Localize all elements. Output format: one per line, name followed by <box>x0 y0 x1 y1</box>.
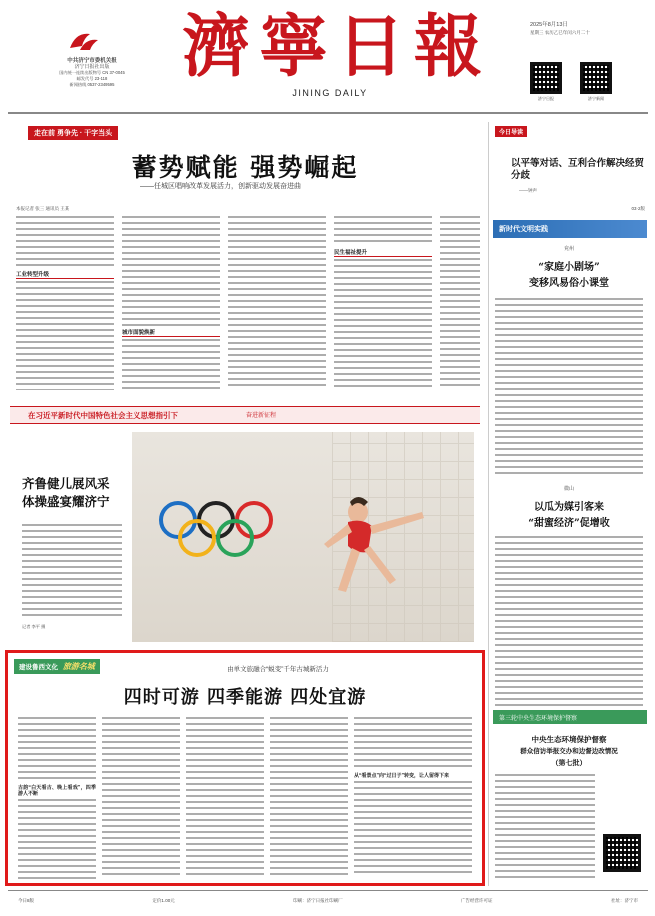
footer-item-3: 印刷：济宁日报社印刷厂 <box>293 897 343 903</box>
civilization-banner <box>493 220 647 238</box>
title-char-2: 寧 <box>259 7 328 87</box>
english-title: JINING DAILY <box>292 88 368 98</box>
lead-col-3 <box>228 216 326 390</box>
lead-story <box>10 122 480 390</box>
qr-label-1: 济宁日报 <box>538 96 554 101</box>
gymnast-figure <box>312 492 442 622</box>
tourism-section-head-1: 古韵“白天看古、晚上看戏”，四季游人不断 <box>18 785 96 798</box>
publisher-line-2: 济宁日报社出版 <box>74 64 110 70</box>
issue-date: 2025年8月13日 <box>530 22 568 28</box>
civilization-banner-text: 新时代文明实践 <box>499 226 548 233</box>
lead-tag: 走在前 勇争先 · 干字当头 <box>28 126 118 140</box>
item3-region: 微山 <box>563 486 574 492</box>
lead-headline: 蓄势赋能 强势崛起 <box>131 153 359 182</box>
photo-caption: 记者 李平 摄 <box>22 624 46 629</box>
tourism-col-5 <box>354 717 472 879</box>
feature-headline-1: 齐鲁健儿展风采 <box>22 476 110 491</box>
tourism-column-tag <box>14 659 100 674</box>
lead-section-head-3: 民生福祉提升 <box>334 250 432 257</box>
qr-code-1 <box>530 62 562 94</box>
footer-item-1: 今日8版 <box>18 897 35 903</box>
tourism-col-1 <box>18 717 96 879</box>
qr-code-2 <box>580 62 612 94</box>
lead-subhead: ——任城区唱响改革发展活力，创新驱动发展奋进曲 <box>140 183 301 190</box>
lead-section-head-2: 城市面貌焕新 <box>122 330 220 337</box>
party-logo-icon <box>66 28 102 54</box>
lead-byline: 本报记者 张三 通讯员 王某 <box>16 206 70 211</box>
lead-col-4 <box>334 216 432 390</box>
info-line-2: 邮发代号 23-118 <box>76 76 108 81</box>
item4-head-1: 中央生态环境保护督察 <box>531 735 607 744</box>
title-char-1: 濟 <box>182 7 251 87</box>
tourism-col-2 <box>102 717 180 879</box>
tourism-col-4 <box>270 717 348 879</box>
issue-date-sub: 星期三 农历乙巳年闰六月二十 <box>530 30 590 35</box>
item4-body <box>495 774 595 880</box>
tourism-kicker: 由单文旅融合“蜕变”千年古城新活力 <box>227 666 329 673</box>
lead-col-5 <box>440 216 480 390</box>
item3-body <box>495 536 643 706</box>
right-column <box>488 122 648 886</box>
masthead-rule <box>8 112 648 114</box>
digest-item1-head: 以平等对话、互利合作解决经贸分歧 <box>511 158 645 181</box>
feature-banner <box>10 406 480 424</box>
item2-head-2: 变移风易俗小课堂 <box>529 278 609 289</box>
banner-text: 在习近平新时代中国特色社会主义思想指引下 <box>28 411 178 420</box>
feature-photo <box>132 432 474 642</box>
tourism-highlight-box <box>5 650 485 886</box>
tourism-col-3 <box>186 717 264 879</box>
feature-body <box>22 524 122 620</box>
item2-region: 兖州 <box>563 246 574 252</box>
title-char-4: 報 <box>413 7 482 87</box>
info-line-1: 国内统一连续出版物号 CN 37-0045 <box>59 70 125 75</box>
publisher-info <box>52 58 132 88</box>
column-tag-text: 建设鲁西文化 <box>19 664 58 671</box>
lead-col-1 <box>16 216 114 390</box>
digest-tag: 今日导读 <box>495 126 527 137</box>
lead-section-head-1: 工业转型升级 <box>16 272 114 279</box>
qr-code-3 <box>603 834 641 872</box>
tourism-section-head-2: 从“看景点”向“过日子”转变，让人留得下来 <box>354 773 450 779</box>
tourism-headline: 四时可游 四季能游 四处宜游 <box>123 687 367 708</box>
lead-col-2 <box>122 216 220 390</box>
title-char-3: 日 <box>336 7 405 87</box>
footer-item-5: 社址：济宁市 <box>610 897 638 903</box>
qr-label-2: 济宁新闻 <box>588 96 604 101</box>
banner-suffix: 奋进新征程 <box>246 413 277 419</box>
item2-head-1: “家庭小剧场” <box>538 262 600 273</box>
olympic-rings-icon <box>156 496 276 566</box>
masthead <box>0 0 655 118</box>
info-line-3: 新闻热线 0537-2349595 <box>69 82 115 87</box>
inspection-banner <box>493 710 647 724</box>
footer <box>8 890 648 910</box>
item4-head-2: 群众信访举报交办和边督边改情况 <box>520 747 618 755</box>
item3-head-1: 以瓜为媒引客来 <box>534 502 604 513</box>
inspection-banner-text: 第三轮中央生态环境保护督察 <box>499 716 578 722</box>
digest-item1-sub: ——钟声 <box>519 188 537 193</box>
feature-headline-2: 体操盛宴耀济宁 <box>22 494 110 509</box>
column-tag-text-2: 旅游名城 <box>62 662 95 671</box>
digest-item1-page: 03·2版 <box>631 206 645 211</box>
publisher-line-1: 中共济宁市委机关报 <box>67 58 117 64</box>
item2-body <box>495 298 643 476</box>
newspaper-title <box>182 7 482 87</box>
item4-head-3: （第七批） <box>551 758 587 767</box>
item3-head-2: “甜蜜经济”促增收 <box>528 518 610 529</box>
footer-item-4: 广告经营许可证 <box>461 897 493 903</box>
footer-item-2: 定价1.00元 <box>152 897 175 903</box>
